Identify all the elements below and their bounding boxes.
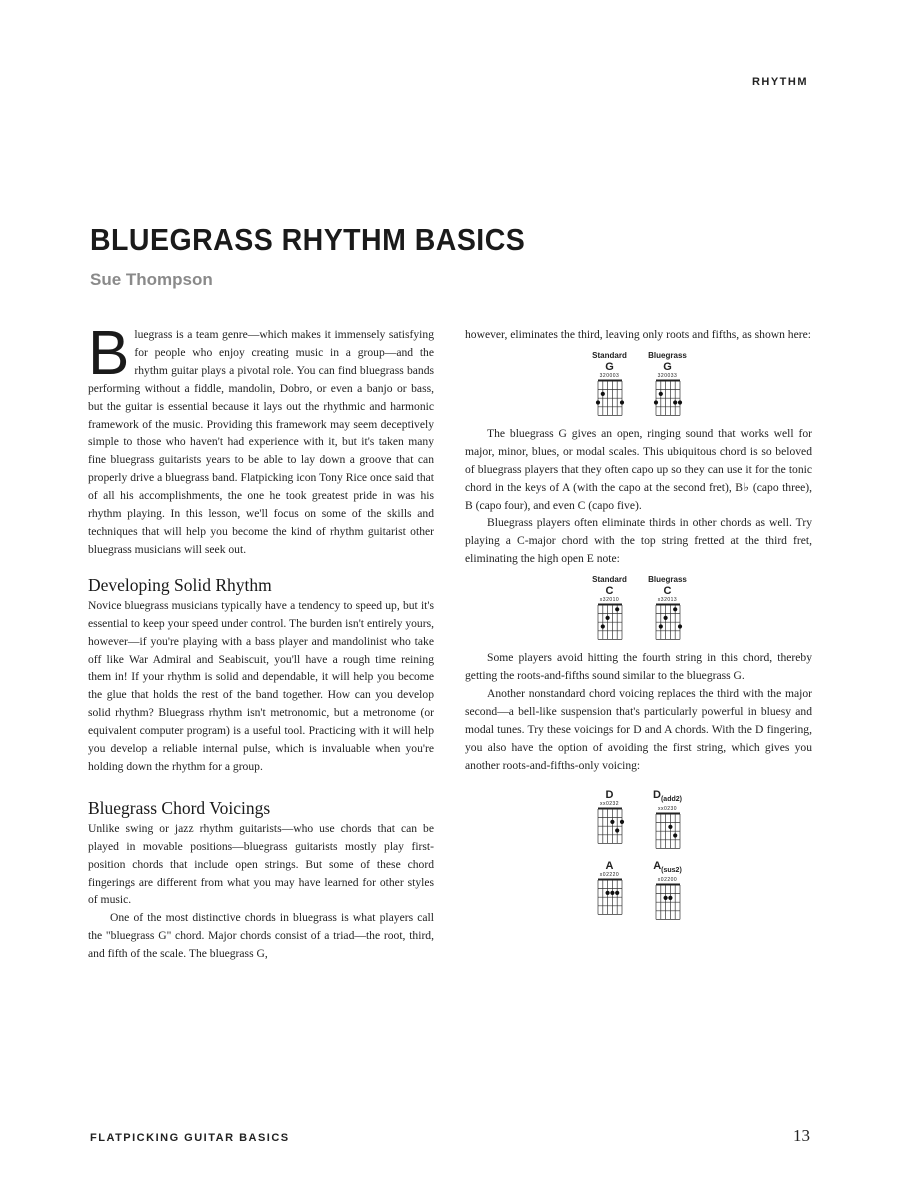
finger-dot: [658, 392, 662, 396]
finger-dot: [658, 625, 662, 629]
fretboard-grid: [653, 812, 683, 850]
finger-dot: [663, 616, 667, 620]
intro-paragraph: [88, 319, 434, 559]
finger-dot: [595, 400, 599, 404]
thirds-paragraph: Bluegrass players often eliminate thirds in other chords as well. Try playing a C-major chord with the top string fretted at the third fret, eliminating the high open E note:: [465, 516, 812, 566]
nut: [656, 812, 680, 814]
footer-book-title: FLATPICKING GUITAR BASICS: [90, 1132, 290, 1144]
author-byline: Sue Thompson: [90, 270, 213, 289]
finger-dot: [668, 896, 672, 900]
right-column: [465, 326, 812, 929]
nut: [598, 604, 622, 606]
nut: [598, 878, 622, 880]
chord-label: Standard: [592, 350, 627, 360]
finger-dot: [610, 819, 614, 823]
fretboard-grid: [653, 603, 683, 641]
nut: [598, 379, 622, 381]
section-heading-developing-rhythm: Developing Solid Rhythm: [88, 574, 272, 595]
d-chord-row: [465, 789, 812, 850]
chord-tuning: x02220: [599, 871, 620, 878]
chord-tuning: x32013: [657, 597, 678, 604]
chord-voicings-paragraph-2: One of the most distinctive chords in bluegrass is what players call the "bluegrass G" chord. Major chords consist of a triad—the root, third, and fifth of the scale. The bluegrass G,: [88, 911, 434, 961]
chord-diagram-a: [590, 860, 630, 921]
fretboard-grid: [595, 878, 625, 916]
fretboard-grid: [595, 807, 625, 845]
chord-name: C: [605, 585, 614, 598]
finger-dot: [610, 890, 614, 894]
finger-dot: [653, 400, 657, 404]
chord-tuning: 320003: [599, 372, 620, 379]
finger-dot: [605, 890, 609, 894]
chord-diagram-d: [590, 789, 630, 850]
article-title: BLUEGRASS RHYTHM BASICS: [90, 222, 526, 257]
chord-diagram-g-standard: [590, 350, 630, 417]
left-column: [88, 319, 434, 963]
chord-voicings-paragraph-1: Unlike swing or jazz rhythm guitarists—who use chords that can be played in movable positions—bluegrass guitarists mostly play first-position chords that include open strings. But some of these chord fingerings are different from what you may have learned for other styles of music.: [88, 821, 434, 907]
c-chord-row: [465, 574, 812, 641]
nut: [656, 379, 680, 381]
fretboard-grid: [653, 379, 683, 417]
finger-dot: [619, 819, 623, 823]
finger-dot: [619, 400, 623, 404]
intro-text: luegrass is a team genre—which makes it immensely satisfying for people who enjoy creating music in a group—and the rhythm guitar plays a pivotal role. You can find bluegrass bands performing without a fiddle, mandolin, Dobro, or even a banjo or bass, but the guitar is essential because it lays out the rhythmic and harmonic framework of the music. Providing this framework may seem deceptively simple to those who haven't had experience with it, but it's taken many fine bluegrass guitarists years to be able to lay down a groove that can properly drive a bluegrass band. Flatpicking icon Tony Rice once said that of all his accomplishments, the one he took greatest pride in was his rhythm playing. In this lesson, we'll focus on some of the skills and techniques that will help you become the kind of rhythm guitarist other bluegrass musicians will seek out.: [88, 328, 434, 556]
nut: [656, 604, 680, 606]
chord-tuning: xx0232: [599, 800, 620, 807]
finger-dot: [615, 607, 619, 611]
a-chord-row: [465, 860, 812, 921]
chord-label: Standard: [592, 575, 627, 585]
finger-dot: [668, 824, 672, 828]
chord-label: Bluegrass: [648, 575, 687, 585]
finger-dot: [600, 392, 604, 396]
nut: [656, 883, 680, 885]
chord-diagram-a-sus2: [648, 860, 688, 921]
chord-diagram-c-bluegrass: [648, 574, 688, 641]
chord-name: D: [605, 788, 614, 801]
drop-cap: B: [88, 319, 130, 388]
finger-dot: [677, 400, 681, 404]
chord-name: $A_{(sus2)}$: [653, 859, 682, 874]
developing-rhythm-paragraph: Novice bluegrass musicians typically have a tendency to speed up, but it's essential to keep your speed under control. The burden isn't entirely yours, however—if you're playing with a bass player and mandolinist who take off like War Admiral and Seabiscuit, you'll have a rough time reining them in! If your rhythm is solid and dependable, it will help you become the glue that holds the rest of the band together. How can you develop solid rhythm? Bluegrass rhythm isn't metronomic, but a metronome (or equivalent computer program) is a useful tool. Practicing with it will help you develop a reliable internal pulse, which is invaluable when you're holding down the rhythm for a group.: [88, 598, 434, 773]
chord-name: $D_{(add2)}$: [653, 788, 682, 803]
chord-name: G: [663, 360, 672, 373]
page-number: 13: [793, 1126, 810, 1145]
finger-dot: [615, 890, 619, 894]
chord-tuning: 320033: [657, 372, 678, 379]
finger-dot: [663, 896, 667, 900]
fretboard-grid: [653, 883, 683, 921]
finger-dot: [615, 828, 619, 832]
fretboard-grid: [595, 603, 625, 641]
chord-tuning: x32010: [599, 597, 620, 604]
chord-diagram-c-standard: [590, 574, 630, 641]
chord-tuning: x02200: [657, 876, 678, 883]
chord-name: C: [663, 585, 672, 598]
finger-dot: [673, 607, 677, 611]
g-chord-row: [465, 350, 812, 417]
finger-dot: [673, 833, 677, 837]
finger-dot: [673, 400, 677, 404]
section-heading-chord-voicings: Bluegrass Chord Voicings: [88, 797, 271, 818]
fourth-string-paragraph: Some players avoid hitting the fourth string in this chord, thereby getting the roots-and-fifths sound similar to the bluegrass G.: [465, 651, 812, 683]
chord-diagram-d-add2: [648, 789, 688, 850]
chord-diagram-g-bluegrass: [648, 350, 688, 417]
chord-name: G: [605, 360, 614, 373]
finger-dot: [605, 616, 609, 620]
suspension-paragraph: Another nonstandard chord voicing replaces the third with the major second—a bell-like suspension that's particularly powerful in bluesy and modal tunes. Try these voicings for D and A chords. With the D fingering, you also have the option of avoiding the first string, which gives you another roots-and-fifths-only voicing:: [465, 686, 812, 772]
fretboard-grid: [595, 379, 625, 417]
running-head: RHYTHM: [751, 76, 808, 88]
chord-label: Bluegrass: [648, 350, 687, 360]
finger-dot: [677, 625, 681, 629]
chord-name: A: [605, 859, 614, 872]
finger-dot: [600, 625, 604, 629]
chord-tuning: xx0230: [657, 805, 678, 812]
bluegrass-g-paragraph: The bluegrass G gives an open, ringing sound that works well for major, minor, blues, or modal scales. This ubiquitous chord is so beloved of bluegrass players that they often capo up so they can use it for the tonic chord in the keys of A (with the capo at the second fret), B♭ (capo three), B (capo four), and even C (capo five).: [465, 426, 812, 512]
continued-paragraph: however, eliminates the third, leaving only roots and fifths, as shown here:: [465, 328, 811, 341]
nut: [598, 807, 622, 809]
